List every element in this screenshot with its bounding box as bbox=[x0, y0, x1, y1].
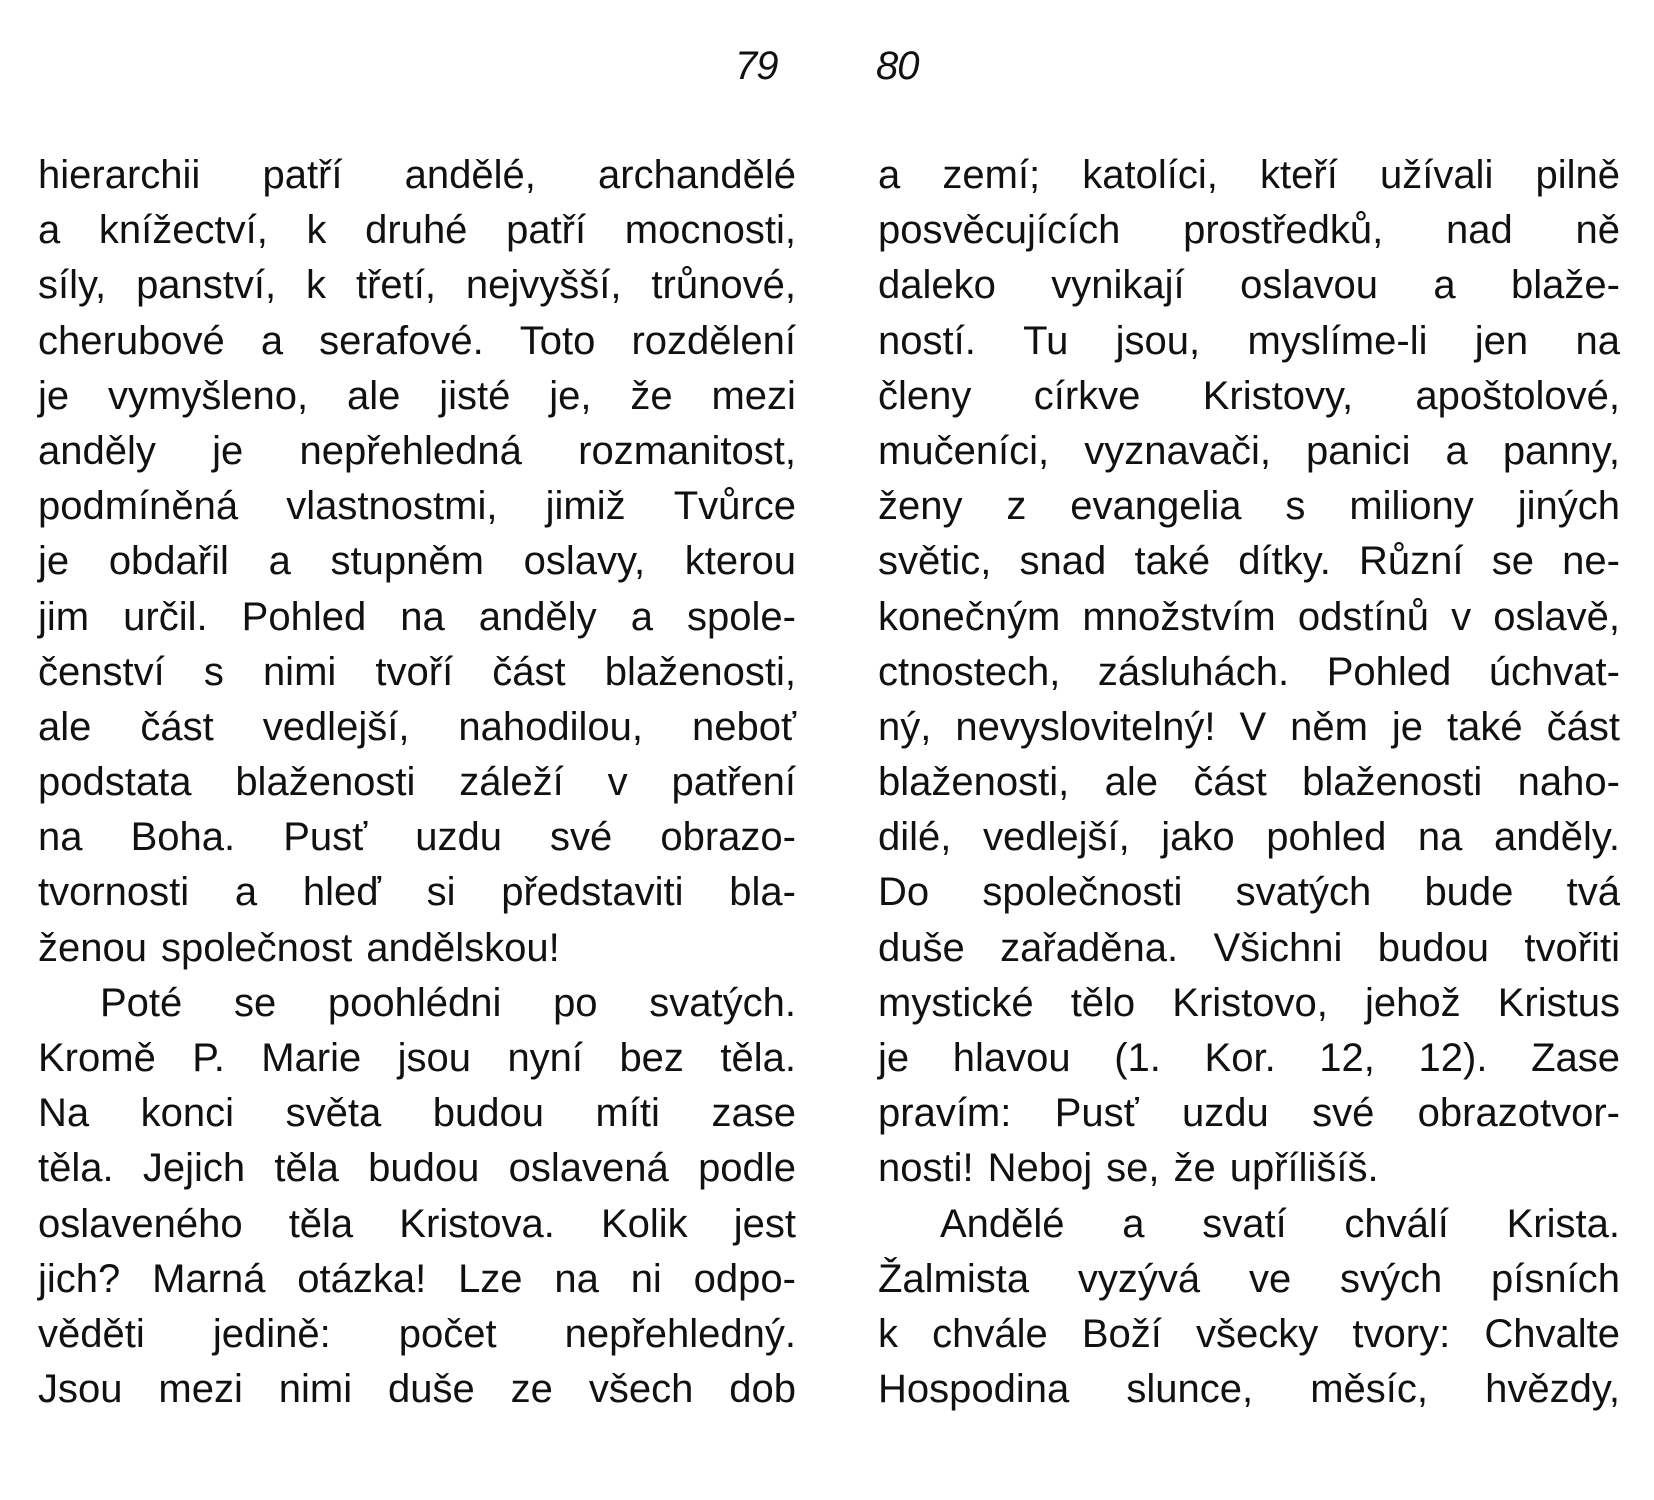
right-page-text-line bbox=[878, 1141, 1620, 1196]
text-word: na bbox=[554, 1256, 599, 1301]
text-word: zásluhách. bbox=[1097, 649, 1290, 694]
text-word: třetí, bbox=[355, 263, 436, 308]
text-word: jako bbox=[1161, 815, 1235, 860]
text-word: je bbox=[1391, 704, 1424, 749]
text-word: se bbox=[233, 980, 277, 1025]
text-word: jisté bbox=[439, 373, 511, 418]
text-word: Andělé bbox=[940, 1201, 1065, 1246]
text-word: vyznavači, bbox=[1084, 428, 1271, 473]
text-word: jen bbox=[1474, 318, 1529, 363]
text-word: Poté bbox=[100, 980, 183, 1025]
text-word: mystické bbox=[878, 980, 1034, 1025]
text-word: nyní bbox=[507, 1036, 584, 1080]
text-word: síly, bbox=[38, 263, 107, 308]
right-page-text-line bbox=[878, 700, 1620, 755]
text-word: po bbox=[553, 980, 598, 1025]
text-word: záleží bbox=[459, 760, 564, 805]
text-word: V bbox=[1239, 704, 1267, 749]
text-word: posvěcujících bbox=[878, 208, 1121, 253]
text-word: Kristus bbox=[1497, 980, 1620, 1025]
right-page-text-line bbox=[878, 534, 1620, 589]
text-word: hlavou bbox=[952, 1036, 1071, 1080]
text-word: vedlejší, bbox=[262, 704, 410, 749]
text-word: všech bbox=[588, 1367, 694, 1412]
text-word: ni bbox=[630, 1256, 662, 1301]
text-word: ný, bbox=[878, 704, 932, 749]
text-word: Na bbox=[38, 1091, 90, 1136]
text-word: patří bbox=[262, 153, 343, 197]
text-word: jich? bbox=[38, 1256, 121, 1301]
text-word: ne- bbox=[1562, 539, 1620, 584]
text-word: církve bbox=[1033, 373, 1141, 418]
left-page-text-line bbox=[38, 534, 796, 589]
text-word: část bbox=[1546, 704, 1620, 749]
text-word: rozdělení bbox=[631, 318, 796, 363]
text-word: ale bbox=[346, 373, 401, 418]
right-page-text-line bbox=[878, 479, 1620, 534]
text-word: tvornosti bbox=[38, 870, 190, 915]
right-page-text-line bbox=[878, 1362, 1620, 1417]
text-word: jehož bbox=[1365, 980, 1461, 1025]
left-page-text-line bbox=[38, 369, 796, 424]
text-word: otázka! bbox=[297, 1256, 427, 1301]
right-page-text-line bbox=[878, 148, 1620, 203]
left-page-text-line bbox=[38, 1197, 796, 1252]
left-page-text-line bbox=[38, 479, 796, 534]
text-word: na bbox=[400, 594, 445, 639]
text-word: dítky. bbox=[1238, 539, 1331, 584]
text-word: také bbox=[1134, 539, 1211, 584]
text-word: kterou bbox=[684, 539, 796, 584]
text-word: pravím: bbox=[878, 1091, 1012, 1136]
text-word: anděly. bbox=[1493, 815, 1620, 860]
text-word: Boha. bbox=[130, 815, 236, 860]
text-word: Marná bbox=[152, 1256, 266, 1301]
text-word: k bbox=[306, 208, 327, 253]
text-word: zase bbox=[711, 1091, 796, 1136]
text-word: budou bbox=[432, 1091, 544, 1136]
text-word: chvále bbox=[932, 1311, 1048, 1356]
right-page-text-line bbox=[878, 314, 1620, 369]
left-page-text-line bbox=[38, 865, 796, 920]
text-word: oslavou bbox=[1240, 263, 1378, 308]
right-page-text-line bbox=[878, 645, 1620, 700]
left-page-text-line bbox=[38, 645, 796, 700]
text-word: nevyslovitelný! bbox=[955, 704, 1216, 749]
text-word: a bbox=[268, 539, 291, 584]
text-word: světic, bbox=[878, 539, 992, 584]
text-word: druhé bbox=[365, 208, 468, 253]
text-word: se, bbox=[1106, 1146, 1160, 1191]
text-word: andělé, bbox=[404, 153, 536, 197]
text-word: mezi bbox=[158, 1367, 243, 1412]
text-word: odstínů bbox=[1297, 594, 1430, 639]
text-word: svatí bbox=[1202, 1201, 1287, 1246]
text-word: Lze bbox=[458, 1256, 523, 1301]
text-word: upřílišíš. bbox=[1229, 1146, 1379, 1191]
text-word: něm bbox=[1290, 704, 1368, 749]
text-word: Neboj bbox=[987, 1146, 1093, 1191]
text-word: poohlédni bbox=[327, 980, 502, 1025]
text-word: slunce, bbox=[1126, 1367, 1254, 1412]
text-word: tvá bbox=[1566, 870, 1620, 915]
text-word: společnost bbox=[160, 925, 353, 970]
text-word: ale bbox=[1104, 760, 1159, 805]
text-word: že bbox=[630, 373, 673, 418]
text-word: z bbox=[1006, 484, 1027, 529]
text-word: snad bbox=[1019, 539, 1107, 584]
text-word: stupněm bbox=[330, 539, 484, 584]
left-page-text-line bbox=[38, 1307, 796, 1362]
text-word: rozmanitost, bbox=[578, 428, 796, 473]
text-word: a bbox=[234, 870, 258, 915]
text-word: tvory: bbox=[1352, 1311, 1451, 1356]
text-word: Hospodina bbox=[878, 1367, 1070, 1412]
text-word: myslíme-li bbox=[1247, 318, 1428, 363]
text-word: duše bbox=[388, 1367, 475, 1412]
text-word: podle bbox=[698, 1146, 796, 1191]
text-word: bla- bbox=[729, 870, 796, 915]
text-word: obrazo- bbox=[660, 815, 796, 860]
text-word: je bbox=[212, 428, 244, 473]
text-word: nejvyšší, bbox=[465, 263, 622, 308]
text-word: knížectví, bbox=[98, 208, 268, 253]
text-word: se bbox=[1491, 539, 1534, 584]
text-word: ností. bbox=[878, 318, 976, 363]
text-word: pohled bbox=[1266, 815, 1387, 860]
text-word: ze bbox=[510, 1367, 553, 1412]
text-word: kteří bbox=[1260, 153, 1338, 197]
text-word: je bbox=[878, 1036, 910, 1080]
right-page-text-line bbox=[878, 755, 1620, 810]
text-word: mučeníci, bbox=[878, 428, 1050, 473]
text-word: jsou bbox=[397, 1036, 472, 1080]
text-word: členy bbox=[878, 373, 972, 418]
right-page-text-line bbox=[878, 1307, 1620, 1362]
text-word: Všichni bbox=[1213, 925, 1343, 970]
text-word: odpo- bbox=[693, 1256, 796, 1301]
text-word: ženy bbox=[878, 484, 963, 529]
text-word: podmíněná bbox=[38, 484, 239, 529]
text-word: zařaděna. bbox=[1000, 925, 1179, 970]
text-word: ně bbox=[1575, 208, 1620, 253]
text-word: a bbox=[878, 153, 901, 197]
text-word: těla. bbox=[720, 1036, 796, 1080]
text-word: že bbox=[1173, 1146, 1216, 1191]
text-word: Kristovy, bbox=[1202, 373, 1354, 418]
text-word: část bbox=[1193, 760, 1267, 805]
left-page-text-line bbox=[38, 203, 796, 258]
text-word: věděti bbox=[38, 1311, 145, 1356]
text-word: jimiž bbox=[545, 484, 626, 529]
text-word: vlastnostmi, bbox=[286, 484, 498, 529]
text-word: panny, bbox=[1502, 428, 1620, 473]
text-word: bez bbox=[619, 1036, 684, 1080]
text-word: na bbox=[38, 815, 83, 860]
text-word: dob bbox=[729, 1367, 796, 1412]
right-page-text-line bbox=[878, 1031, 1620, 1086]
text-word: pilně bbox=[1535, 153, 1620, 197]
text-word: množstvím bbox=[1082, 594, 1276, 639]
text-word: patří bbox=[506, 208, 587, 253]
text-word: si bbox=[426, 870, 456, 915]
text-word: jest bbox=[733, 1201, 796, 1246]
text-word: naho- bbox=[1517, 760, 1620, 805]
right-page-text-column bbox=[878, 148, 1620, 1417]
text-word: nahodilou, bbox=[458, 704, 644, 749]
text-word: světa bbox=[285, 1091, 382, 1136]
right-page-number: 80 bbox=[876, 44, 919, 88]
text-word: jim bbox=[38, 594, 90, 639]
text-word: prostředků, bbox=[1183, 208, 1384, 253]
text-word: úchvat- bbox=[1488, 649, 1620, 694]
text-word: ženou bbox=[38, 925, 147, 970]
text-word: anděly bbox=[478, 594, 597, 639]
text-word: určil. bbox=[123, 594, 208, 639]
text-word: je, bbox=[549, 373, 592, 418]
text-word: na bbox=[1575, 318, 1620, 363]
right-page-text-line bbox=[878, 1252, 1620, 1307]
text-word: a bbox=[38, 208, 61, 253]
text-word: hvězdy, bbox=[1485, 1367, 1620, 1412]
text-word: svatých. bbox=[649, 980, 796, 1025]
text-word: své bbox=[1312, 1091, 1375, 1136]
text-word: je bbox=[38, 373, 70, 418]
text-word: budou bbox=[1377, 925, 1490, 970]
text-word: svých bbox=[1339, 1256, 1443, 1301]
text-word: Tu bbox=[1023, 318, 1069, 363]
right-page-text-line bbox=[878, 921, 1620, 976]
left-page-text-column bbox=[38, 148, 796, 1417]
text-word: Žalmista bbox=[878, 1256, 1030, 1301]
left-page-text-line bbox=[38, 700, 796, 755]
text-word: počet bbox=[398, 1311, 497, 1356]
text-word: dilé, bbox=[878, 815, 952, 860]
text-word: Pusť bbox=[1054, 1091, 1139, 1136]
text-word: v bbox=[1451, 594, 1472, 639]
text-word: duše bbox=[878, 925, 965, 970]
right-page-text-line bbox=[878, 865, 1620, 920]
text-word: P. bbox=[192, 1036, 225, 1080]
text-word: andělskou! bbox=[366, 925, 560, 970]
text-word: tvoří bbox=[375, 649, 454, 694]
text-word: Zase bbox=[1531, 1036, 1620, 1080]
text-word: společnosti bbox=[982, 870, 1183, 915]
text-word: Kor. bbox=[1204, 1036, 1276, 1080]
text-word: oslavy, bbox=[523, 539, 646, 584]
left-page-text-line bbox=[38, 1086, 796, 1141]
text-word: písních bbox=[1491, 1256, 1620, 1301]
text-word: 12, bbox=[1319, 1036, 1375, 1080]
text-word: konečným bbox=[878, 594, 1061, 639]
text-word: a bbox=[1433, 263, 1456, 308]
right-page-text-line bbox=[878, 369, 1620, 424]
text-word: anděly bbox=[38, 428, 156, 473]
left-page-text-line bbox=[38, 976, 796, 1031]
text-word: Tvůrce bbox=[673, 484, 796, 529]
text-word: Pohled bbox=[1326, 649, 1452, 694]
left-page-text-line bbox=[38, 1362, 796, 1417]
text-word: 12). bbox=[1418, 1036, 1488, 1080]
text-word: evangelia bbox=[1070, 484, 1242, 529]
text-word: Jsou bbox=[38, 1367, 123, 1412]
text-word: Různí bbox=[1359, 539, 1464, 584]
text-word: jsou, bbox=[1115, 318, 1201, 363]
text-word: apoštolové, bbox=[1415, 373, 1620, 418]
text-word: mezi bbox=[711, 373, 796, 418]
text-word: Kristovo, bbox=[1172, 980, 1328, 1025]
text-word: s bbox=[203, 649, 224, 694]
text-word: budou bbox=[368, 1146, 480, 1191]
text-word: oslavě, bbox=[1493, 594, 1620, 639]
text-word: nosti! bbox=[878, 1146, 974, 1191]
text-word: konci bbox=[140, 1091, 235, 1136]
text-word: s bbox=[1285, 484, 1306, 529]
text-word: nimi bbox=[262, 649, 337, 694]
text-word: panství, bbox=[136, 263, 277, 308]
text-word: Toto bbox=[519, 318, 596, 363]
text-word: Kolik bbox=[600, 1201, 688, 1246]
text-word: ale bbox=[38, 704, 92, 749]
left-page-text-line bbox=[38, 755, 796, 810]
text-word: míti bbox=[595, 1091, 660, 1136]
text-word: trůnové, bbox=[651, 263, 796, 308]
left-page-text-line bbox=[38, 1141, 796, 1196]
text-word: bude bbox=[1424, 870, 1514, 915]
text-word: spole- bbox=[687, 594, 796, 639]
text-word: hierarchii bbox=[38, 153, 201, 197]
text-word: blaženosti, bbox=[878, 760, 1070, 805]
text-word: ctnostech, bbox=[878, 649, 1061, 694]
left-page-text-line bbox=[38, 424, 796, 479]
left-page-text-line bbox=[38, 148, 796, 203]
text-word: oslaveného bbox=[38, 1201, 243, 1246]
left-page-text-line bbox=[38, 921, 796, 976]
text-word: ve bbox=[1248, 1256, 1292, 1301]
text-word: mocnosti, bbox=[624, 208, 796, 253]
text-word: vynikají bbox=[1051, 263, 1185, 308]
text-word: jedině: bbox=[212, 1311, 331, 1356]
text-word: na bbox=[1417, 815, 1463, 860]
text-word: neboť bbox=[691, 704, 796, 749]
text-word: v bbox=[607, 760, 628, 805]
text-word: blaženosti bbox=[235, 760, 416, 805]
text-word: vyzývá bbox=[1077, 1256, 1201, 1301]
text-word: panici bbox=[1305, 428, 1411, 473]
text-word: část bbox=[492, 649, 566, 694]
text-word: vymyšleno, bbox=[108, 373, 309, 418]
text-word: své bbox=[550, 815, 613, 860]
text-word: patření bbox=[671, 760, 796, 805]
text-word: čenství bbox=[38, 649, 165, 694]
text-word: miliony bbox=[1349, 484, 1474, 529]
text-word: představiti bbox=[501, 870, 684, 915]
text-word: je bbox=[38, 539, 70, 584]
text-word: Kromě bbox=[38, 1036, 156, 1080]
text-word: obrazotvor- bbox=[1417, 1091, 1620, 1136]
text-word: uzdu bbox=[415, 815, 502, 860]
text-word: hleď bbox=[302, 870, 381, 915]
right-page-text-line bbox=[878, 424, 1620, 479]
text-word: katolíci, bbox=[1082, 153, 1218, 197]
right-page-text-line bbox=[878, 203, 1620, 258]
text-word: chválí bbox=[1344, 1201, 1449, 1246]
left-page-text-line bbox=[38, 1252, 796, 1307]
text-word: Jejich bbox=[142, 1146, 246, 1191]
left-page-text-line bbox=[38, 314, 796, 369]
text-word: (1. bbox=[1114, 1036, 1161, 1080]
text-word: nad bbox=[1445, 208, 1513, 253]
text-word: podstata bbox=[38, 760, 192, 805]
text-word: a bbox=[630, 594, 653, 639]
text-word: blaže- bbox=[1511, 263, 1620, 308]
text-word: archandělé bbox=[598, 153, 796, 197]
text-word: Chvalte bbox=[1484, 1311, 1620, 1356]
right-page-text-line bbox=[878, 1086, 1620, 1141]
right-page-text-line bbox=[878, 976, 1620, 1031]
left-page-text-line bbox=[38, 810, 796, 865]
text-word: svatých bbox=[1235, 870, 1372, 915]
text-word: nepřehledná bbox=[299, 428, 522, 473]
text-word: Krista. bbox=[1506, 1201, 1620, 1246]
right-page-text-line bbox=[878, 258, 1620, 313]
text-word: těla bbox=[274, 1146, 339, 1191]
text-word: Marie bbox=[261, 1036, 362, 1080]
text-word: část bbox=[140, 704, 214, 749]
text-word: měsíc, bbox=[1310, 1367, 1428, 1412]
text-word: daleko bbox=[878, 263, 996, 308]
text-word: vedlejší, bbox=[982, 815, 1130, 860]
text-word: a bbox=[1122, 1201, 1145, 1246]
text-word: užívali bbox=[1379, 153, 1494, 197]
text-word: Pohled bbox=[241, 594, 367, 639]
text-word: těla. bbox=[38, 1146, 114, 1191]
text-word: uzdu bbox=[1181, 1091, 1269, 1136]
text-word: cherubové bbox=[38, 318, 225, 363]
right-page-text-line bbox=[878, 810, 1620, 865]
text-word: oslavená bbox=[508, 1146, 669, 1191]
text-word: také bbox=[1447, 704, 1523, 749]
text-word: Boží bbox=[1081, 1311, 1162, 1356]
right-page-text-line bbox=[878, 590, 1620, 645]
text-word: a bbox=[260, 318, 284, 363]
text-word: tělo bbox=[1070, 980, 1136, 1025]
text-word: blaženosti, bbox=[604, 649, 796, 694]
left-page-number: 79 bbox=[735, 44, 778, 88]
text-word: zemí; bbox=[942, 153, 1041, 197]
text-word: k bbox=[878, 1311, 898, 1356]
text-word: k bbox=[306, 263, 327, 308]
left-page-text-line bbox=[38, 1031, 796, 1086]
text-word: Kristova. bbox=[399, 1201, 555, 1246]
text-word: nepřehledný. bbox=[564, 1311, 796, 1356]
left-page-text-line bbox=[38, 258, 796, 313]
text-word: obdařil bbox=[108, 539, 229, 584]
text-word: jiných bbox=[1517, 484, 1620, 529]
text-word: blaženosti bbox=[1302, 760, 1483, 805]
text-word: Pusť bbox=[283, 815, 368, 860]
text-word: těla bbox=[288, 1201, 354, 1246]
left-page-text-line bbox=[38, 590, 796, 645]
text-word: a bbox=[1445, 428, 1468, 473]
text-word: Do bbox=[878, 870, 930, 915]
text-word: všecky bbox=[1196, 1311, 1319, 1356]
text-word: tvořiti bbox=[1524, 925, 1620, 970]
text-word: serafové. bbox=[319, 318, 484, 363]
right-page-text-line bbox=[878, 1197, 1620, 1252]
text-word: nimi bbox=[278, 1367, 353, 1412]
